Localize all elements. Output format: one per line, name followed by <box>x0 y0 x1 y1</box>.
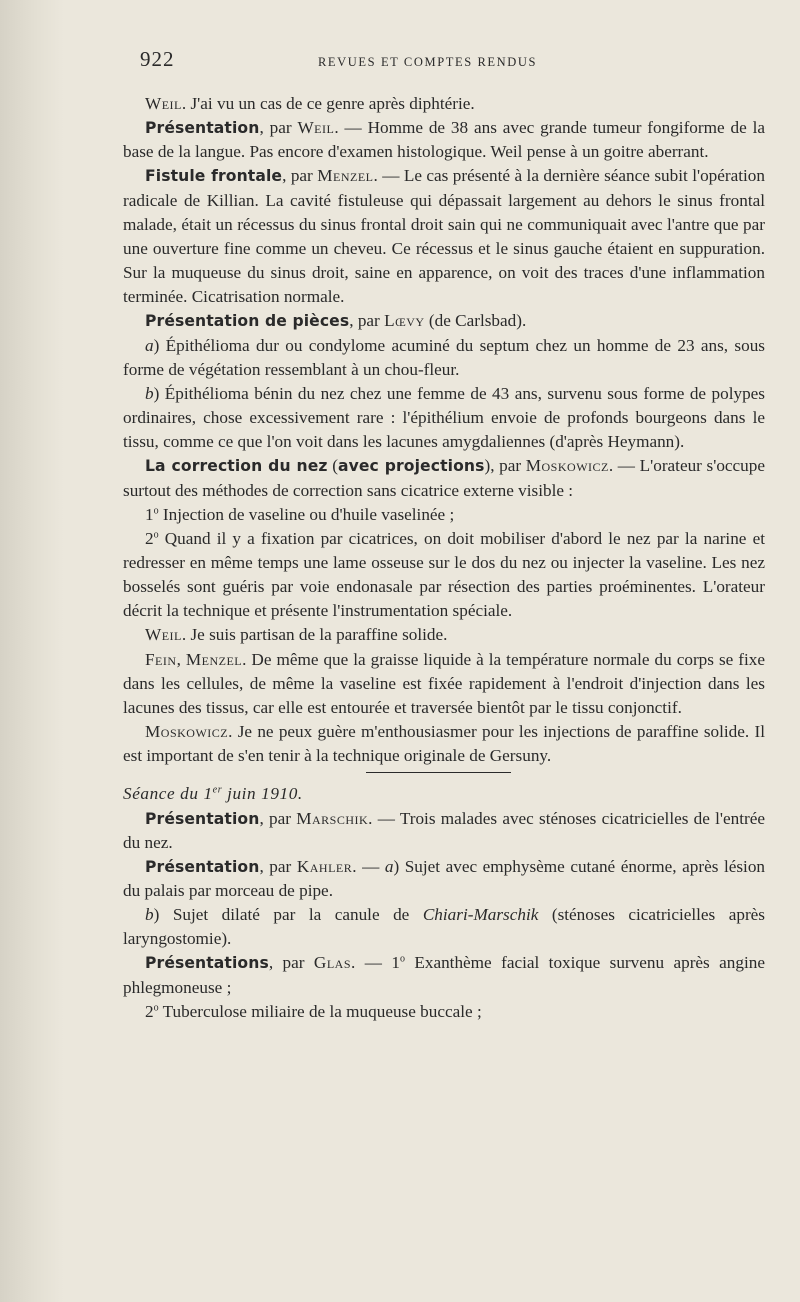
paragraph-text: (sténoses cicatricielles après laryngostomie). <box>123 905 766 949</box>
text-fragment: , <box>176 649 186 669</box>
paragraph <box>123 720 765 768</box>
item-number: 1 <box>391 953 400 973</box>
item-number: 1 <box>145 504 154 524</box>
paragraph <box>123 503 765 527</box>
author-name: Menzel <box>185 649 243 669</box>
section-heading: Présentations <box>145 954 269 973</box>
paragraph-text: . Je suis partisan de la paraffine solide. <box>181 625 448 645</box>
paragraph <box>123 92 765 116</box>
author-name: Weil <box>145 625 182 645</box>
item-label: a <box>384 856 394 876</box>
text-fragment: . — <box>351 953 392 973</box>
paragraph-text: . — Le cas présenté à la dernière séance subit l'opération radicale de Killian. La cavité fistuleuse qui dépassait largement au dehors le sinus frontal malade, était un récessus du sinus frontal droit sain qui ne communiquait avec l'antre que par une ouverture fine comme un cheveu. Ce récessus et le sinus gauche étaient en suppuration. Sur la muqueuse du sinus droit, saine en apparence, on voit des traces d'une inflammation terminée. Cicatrisation normale. <box>123 166 765 307</box>
session-heading <box>123 782 765 806</box>
paragraph <box>123 527 765 624</box>
running-head: REVUES ET COMPTES RENDUS <box>318 55 538 69</box>
degree-sign: o <box>153 529 159 541</box>
paragraph-text: Tuberculose miliaire de la muqueuse buccale ; <box>158 1001 482 1021</box>
paragraph-text: . De même que la graisse liquide à la température normale du corps se fixe dans les cellules, de même la vaseline est fixée rapidement à l'endroit d'injection dans les lacunes des tissus, car elle est entourée et traversée bientôt par le tissu conjonctif. <box>123 649 765 717</box>
paragraph-text: . — Trois malades avec sténoses cicatricielles de l'entrée du nez. <box>123 808 765 852</box>
item-label: b <box>145 905 154 925</box>
section-divider <box>366 772 511 773</box>
section-heading: Présentation <box>145 119 260 138</box>
author-name: Kahler <box>296 856 353 876</box>
body-text <box>123 92 765 1024</box>
author-name: Glas <box>313 953 352 973</box>
text-fragment: , par <box>349 311 385 331</box>
paragraph <box>123 116 765 164</box>
paragraph <box>123 164 765 309</box>
item-number: 2 <box>145 528 154 548</box>
author-name: Menzel <box>317 166 374 186</box>
author-name: Weil <box>297 118 335 138</box>
section-heading: Présentation <box>145 809 260 828</box>
section-heading: La correction du nez <box>145 457 328 476</box>
paragraph <box>123 382 765 454</box>
item-number: 2 <box>145 1001 154 1021</box>
paragraph <box>123 648 765 720</box>
paragraph <box>123 454 765 502</box>
author-name: Lœvy <box>384 311 425 331</box>
text-fragment: 1 <box>203 784 213 804</box>
section-heading: avec projections <box>337 457 485 476</box>
paragraph <box>123 309 765 333</box>
instrument-name: Chiari-Marschik <box>422 905 539 925</box>
scanned-page-edge <box>0 0 64 1302</box>
text-fragment: , par <box>259 118 298 138</box>
author-name: Moskowicz <box>525 456 609 476</box>
text-fragment: Séance du <box>123 784 204 804</box>
section-heading: Fistule frontale <box>145 167 283 186</box>
paragraph-text: Quand il y a fixation par cicatrices, on doit mobiliser d'abord le nez par la narine et redresser en même temps une lame osseuse sur le dos du nez ou injecter la vaseline. Les nez bosselés sont guéris par voie endonasale par résection des parties proéminentes. L'orateur décrit la technique et présente l'instrumentation spéciale. <box>123 528 765 621</box>
author-name: Marschik <box>296 808 369 828</box>
author-name: Moskowicz <box>145 722 229 742</box>
text-fragment: ), par <box>484 456 526 476</box>
text-fragment: . — <box>352 856 385 876</box>
page-number: 922 <box>140 47 175 71</box>
paragraph-text: ) Sujet avec emphysème cutané énorme, après lésion du palais par morceau de pipe. <box>123 856 766 900</box>
paragraph-text: . — Homme de 38 ans avec grande tumeur fongiforme de la base de la langue. Pas encore d'examen histologique. Weil pense à un goitre aberrant. <box>123 118 765 162</box>
paragraph <box>123 951 765 999</box>
section-heading: Présentation <box>145 857 260 876</box>
paragraph-text: (de Carlsbad). <box>424 311 527 331</box>
section-heading: Présentation de pièces <box>145 312 350 331</box>
paragraph <box>123 855 765 903</box>
paragraph-text: ) Épithélioma bénin du nez chez une femme de 43 ans, survenu sous forme de polypes ordinaires, chose excessivement rare : l'épithélium envoie de profonds bourgeons dans le tissu, comme ce que l'on voit dans les lacunes amygdaliennes (d'après Heymann). <box>123 383 765 452</box>
degree-sign: o <box>153 1002 159 1014</box>
text-fragment: ) Sujet dilaté par la canule de <box>153 905 423 925</box>
paragraph-text: Exanthème facial toxique survenu après angine phlegmoneuse ; <box>123 953 765 997</box>
author-name: Fein <box>145 649 177 669</box>
degree-sign: o <box>153 504 159 516</box>
superscript: er <box>212 784 223 796</box>
degree-sign: o <box>399 953 405 965</box>
paragraph-text: . — L'orateur s'occupe surtout des méthodes de correction sans cicatrice externe visible : <box>123 456 765 500</box>
page-header <box>124 47 764 77</box>
author-name: Weil <box>145 94 182 113</box>
text-fragment: , par <box>268 953 314 973</box>
paragraph-text: . J'ai vu un cas de ce genre après diphtérie. <box>181 94 475 113</box>
paragraph <box>123 623 765 647</box>
text-fragment: juin 1910. <box>222 784 303 804</box>
text-fragment: ( <box>327 456 338 476</box>
paragraph-text: ) Épithélioma dur ou condylome acuminé du septum chez un homme de 23 ans, sous forme de végétation ressemblant à un chou-fleur. <box>123 335 765 379</box>
paragraph <box>123 1000 765 1024</box>
text-fragment: , par <box>259 808 297 828</box>
paragraph-text: . Je ne peux guère m'enthousiasmer pour les injections de paraffine solide. Il est important de s'en tenir à la technique originale de Gersuny. <box>123 722 765 766</box>
item-label: a <box>145 335 154 355</box>
paragraph-text: Injection de vaseline ou d'huile vaselinée ; <box>158 504 455 524</box>
text-fragment: , par <box>282 166 318 186</box>
item-label: b <box>145 383 154 403</box>
paragraph <box>123 807 765 855</box>
text-fragment: , par <box>259 856 297 876</box>
paragraph <box>123 903 765 951</box>
paragraph <box>123 334 765 382</box>
